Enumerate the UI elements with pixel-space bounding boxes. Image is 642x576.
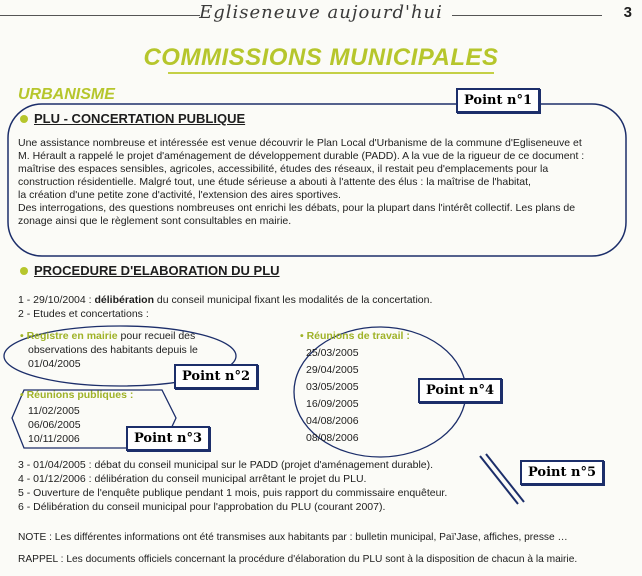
- header-title: Egliseneuve aujourd'hui: [199, 2, 443, 23]
- text-line: zonage ainsi que le règlement sont consultables en mairie.: [18, 215, 292, 227]
- point-label-2: Point n°2: [174, 364, 258, 389]
- point5-stroke-a: [480, 456, 518, 504]
- point-label-5: Point n°5: [520, 460, 604, 485]
- text-line: construction résidentielle. Malgré tout, une étude sérieuse a abouti à l'attente des élus : la maîtrise de l'habitat,: [18, 176, 531, 188]
- reunion-travail-date: 25/03/2005: [306, 347, 359, 359]
- registre-label: • Registre en mairie: [20, 330, 118, 342]
- reunions-travail-label: • Réunions de travail :: [300, 330, 410, 342]
- step-text: du conseil municipal fixant les modalités de la concertation.: [154, 294, 433, 306]
- bullet-icon: [20, 267, 28, 275]
- text-line: Une assistance nombreuse et intéressée est venue découvrir le Plan Local d'Urbanisme de la commune d'Egliseneuve et: [18, 137, 582, 149]
- procedure-step-6: 6 - Délibération du conseil municipal pour l'approbation du PLU (courant 2007).: [18, 501, 386, 513]
- plu-concertation-text: [18, 137, 624, 228]
- page-number: 3: [623, 4, 632, 21]
- reunions-publiques-label: • Réunions publiques :: [20, 389, 134, 401]
- procedure-heading: PROCEDURE D'ELABORATION DU PLU: [34, 263, 280, 278]
- reunion-publique-date: 11/02/2005: [28, 405, 80, 417]
- main-title: COMMISSIONS MUNICIPALES: [143, 44, 499, 71]
- procedure-step-3: 3 - 01/04/2005 : débat du conseil municipal sur le PADD (projet d'aménagement durable).: [18, 459, 434, 471]
- text-line: Des interrogations, des questions nombreuses ont enrichi les débats, pour la plupart dans l'intérêt collectif. Les plans de: [18, 202, 576, 214]
- step-bold: délibération: [94, 294, 154, 306]
- procedure-step-4: 4 - 01/12/2006 : délibération du conseil municipal arrêtant le projet du PLU.: [18, 473, 367, 485]
- text-line: M. Hérault a rappelé le projet d'aménagement de développement durable (PADD). A la vue de la rigueur de ce document :: [18, 150, 585, 162]
- text-line: la création d'une petite zone d'activité, l'extension des aires sportives.: [18, 189, 341, 201]
- reunion-publique-date: 06/06/2005: [28, 419, 81, 431]
- procedure-step-5: 5 - Ouverture de l'enquête publique pendant 1 mois, puis rapport du commissaire enquêteur.: [18, 487, 448, 499]
- registre-line-2: observations des habitants depuis le: [28, 344, 198, 356]
- reunion-travail-date: 29/04/2005: [306, 364, 359, 376]
- reunion-travail-date: 03/05/2005: [306, 381, 359, 393]
- reunion-travail-date: 16/09/2005: [306, 398, 359, 410]
- step-text: 1 - 29/10/2004 :: [18, 294, 95, 306]
- point-label-3: Point n°3: [126, 426, 210, 451]
- reunion-publique-date: 10/11/2006: [28, 433, 80, 445]
- point-label-4: Point n°4: [418, 378, 502, 403]
- plu-concertation-heading: PLU - CONCERTATION PUBLIQUE: [34, 111, 246, 126]
- registre-date: 01/04/2005: [28, 358, 81, 370]
- procedure-step-1: [18, 294, 432, 307]
- registre-text: pour recueil des: [117, 330, 196, 342]
- note-text: NOTE : Les différentes informations ont été transmises aux habitants par : bulletin municipal, Paï'Jase, affiches, presse …: [18, 532, 568, 543]
- text-line: maîtrise des espaces sensibles, agricoles, accessibilité, études des réseaux, il restait peu d'emplacements pour la: [18, 163, 549, 175]
- bullet-icon: [20, 115, 28, 123]
- reunion-travail-date: 08/08/2006: [306, 432, 359, 444]
- registre-line-1: [20, 330, 195, 343]
- rappel-text: RAPPEL : Les documents officiels concernant la procédure d'élaboration du PLU sont à la disposition de chacun à la mairie.: [18, 554, 578, 565]
- point5-stroke-b: [486, 454, 524, 502]
- reunion-travail-date: 04/08/2006: [306, 415, 359, 427]
- section-title: URBANISME: [18, 86, 115, 103]
- procedure-step-2: 2 - Etudes et concertations :: [18, 308, 149, 320]
- point-label-1: Point n°1: [456, 88, 540, 113]
